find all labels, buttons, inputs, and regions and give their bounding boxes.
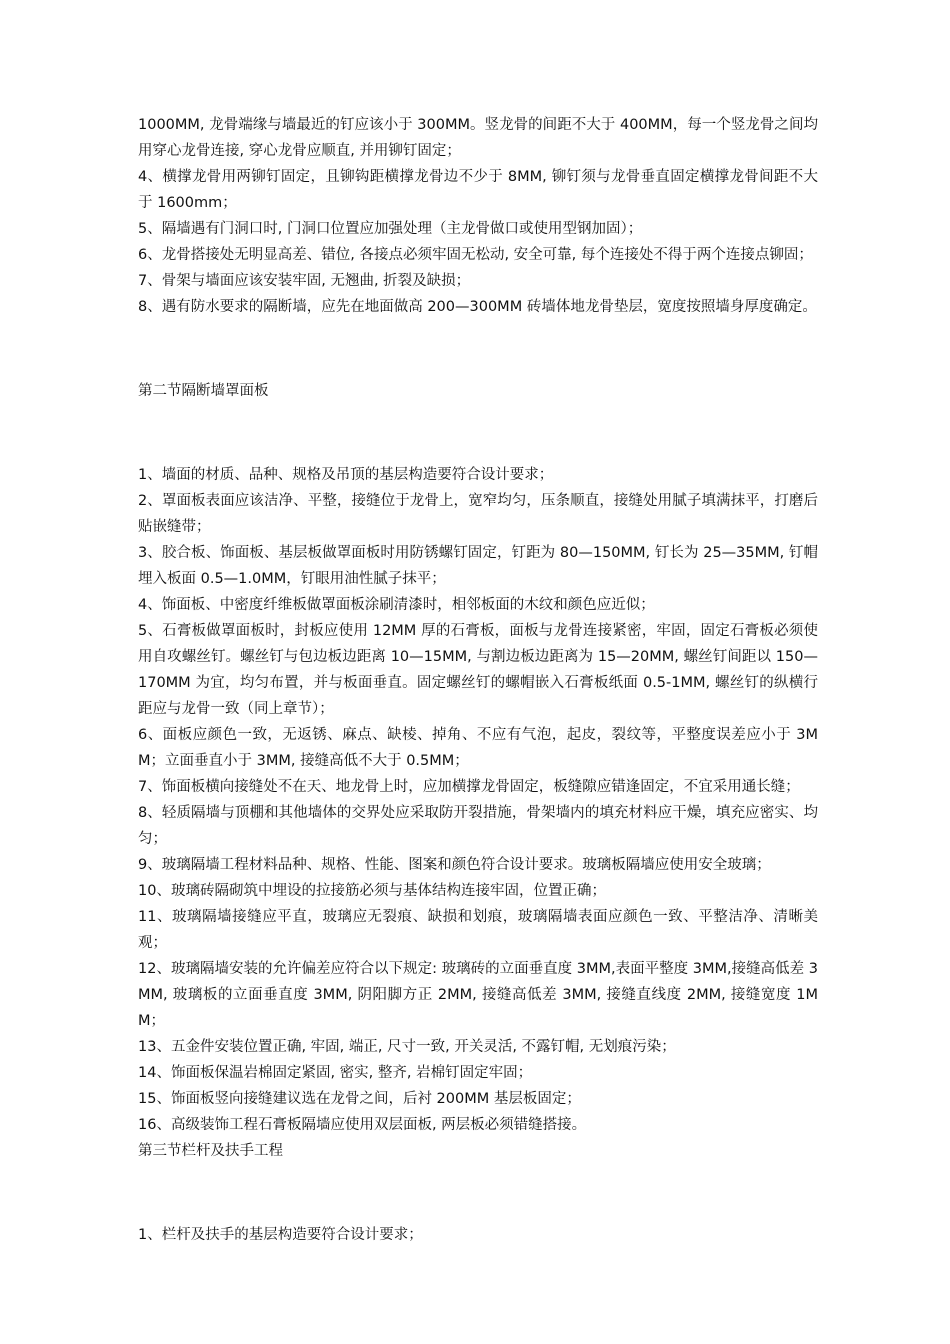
- paragraph: 1、栏杆及扶手的基层构造要符合设计要求；: [138, 1227, 423, 1243]
- blank-line: [138, 1180, 818, 1206]
- paragraph: 14、饰面板保温岩棉固定紧固, 密实, 整齐, 岩棉钉固定牢固；: [138, 1065, 533, 1081]
- blank-line: [138, 336, 818, 362]
- paragraph: 9、玻璃隔墙工程材料品种、规格、性能、图案和颜色符合设计要求。玻璃板隔墙应使用安全玻璃；: [138, 857, 771, 873]
- paragraph: 10、玻璃砖隔砌筑中埋设的拉接筋必须与基体结构连接牢固，位置正确；: [138, 883, 606, 899]
- document-page: [138, 112, 818, 1248]
- paragraph: 3、胶合板、饰面板、基层板做罩面板时用防锈螺钉固定，钉距为 80—150MM, 钉长为 25—35MM, 钉帽埋入板面 0.5—1.0MM，钉眼用油性腻子抹平；: [138, 545, 818, 587]
- paragraph: 12、玻璃隔墙安装的允许偏差应符合以下规定: 玻璃砖的立面垂直度 3MM,表面平整度 3MM,接缝高低差 3MM, 玻璃板的立面垂直度 3MM, 阴阳脚方正 2MM, 接缝高低差 3MM, 接缝直线度 2MM, 接缝宽度 1MM；: [138, 961, 818, 1029]
- section-heading: 第二节隔断墙罩面板: [138, 383, 269, 399]
- paragraph: 1、墙面的材质、品种、规格及吊顶的基层构造要符合设计要求；: [138, 467, 554, 483]
- paragraph: 7、骨架与墙面应该安装牢固, 无翘曲, 折裂及缺损；: [138, 273, 471, 289]
- paragraph: 6、面板应颜色一致，无返锈、麻点、缺棱、掉角、不应有气泡，起皮，裂纹等，平整度误差应小于 3MM；立面垂直小于 3MM, 接缝高低不大于 0.5MM；: [138, 727, 818, 769]
- paragraph: 1000MM, 龙骨端缘与墙最近的钉应该小于 300MM。竖龙骨的间距不大于 400MM，每一个竖龙骨之间均用穿心龙骨连接, 穿心龙骨应顺直, 并用铆钉固定；: [138, 117, 818, 159]
- paragraph: 6、龙骨搭接处无明显高差、错位, 各接点必须牢固无松动, 安全可靠, 每个连接处不得于两个连接点铆固；: [138, 247, 813, 263]
- paragraph: 16、高级装饰工程石膏板隔墙应使用双层面板, 两层板必须错缝搭接。: [138, 1117, 587, 1133]
- blank-line: [138, 420, 818, 446]
- paragraph: 15、饰面板竖向接缝建议选在龙骨之间，后衬 200MM 基层板固定；: [138, 1091, 581, 1107]
- paragraph: 4、饰面板、中密度纤维板做罩面板涂刷清漆时，相邻板面的木纹和颜色应近似；: [138, 597, 655, 613]
- paragraph: 2、罩面板表面应该洁净、平整，接缝位于龙骨上，宽窄均匀，压条顺直，接缝处用腻子填满抹平，打磨后贴嵌缝带；: [138, 493, 818, 535]
- section-heading: 第三节栏杆及扶手工程: [138, 1143, 283, 1159]
- paragraph: 8、遇有防水要求的隔断墙，应先在地面做高 200—300MM 砖墙体地龙骨垫层，宽度按照墙身厚度确定。: [138, 299, 817, 315]
- paragraph: 4、横撑龙骨用两铆钉固定，且铆钩距横撑龙骨边不少于 8MM, 铆钉须与龙骨垂直固定横撑龙骨间距不大于 1600mm；: [138, 169, 818, 211]
- paragraph: 5、石膏板做罩面板时，封板应使用 12MM 厚的石膏板，面板与龙骨连接紧密，牢固，固定石膏板必须使用自攻螺丝钉。螺丝钉与包边板边距离 10—15MM, 与割边板边距离为 15—20MM, 螺丝钉间距以 150—170MM 为宜，均匀布置，并与板面垂直。固定螺丝钉的螺帽嵌入石膏板纸面 0.5-1MM, 螺丝钉的纵横行距应与龙骨一致（同上章节）；: [138, 623, 818, 717]
- paragraph: 8、轻质隔墙与顶棚和其他墙体的交界处应采取防开裂措施，骨架墙内的填充材料应干燥，填充应密实、均匀；: [138, 805, 818, 847]
- paragraph: 5、隔墙遇有门洞口时, 门洞口位置应加强处理（主龙骨做口或使用型钢加固）；: [138, 221, 643, 237]
- paragraph: 13、五金件安装位置正确, 牢固, 端正, 尺寸一致, 开关灵活, 不露钉帽, 无划痕污染；: [138, 1039, 676, 1055]
- paragraph: 11、玻璃隔墙接缝应平直，玻璃应无裂痕、缺损和划痕，玻璃隔墙表面应颜色一致、平整洁净、清晰美观；: [138, 909, 818, 951]
- paragraph: 7、饰面板横向接缝处不在天、地龙骨上时，应加横撑龙骨固定，板缝隙应错逢固定，不宜采用通长缝；: [138, 779, 800, 795]
